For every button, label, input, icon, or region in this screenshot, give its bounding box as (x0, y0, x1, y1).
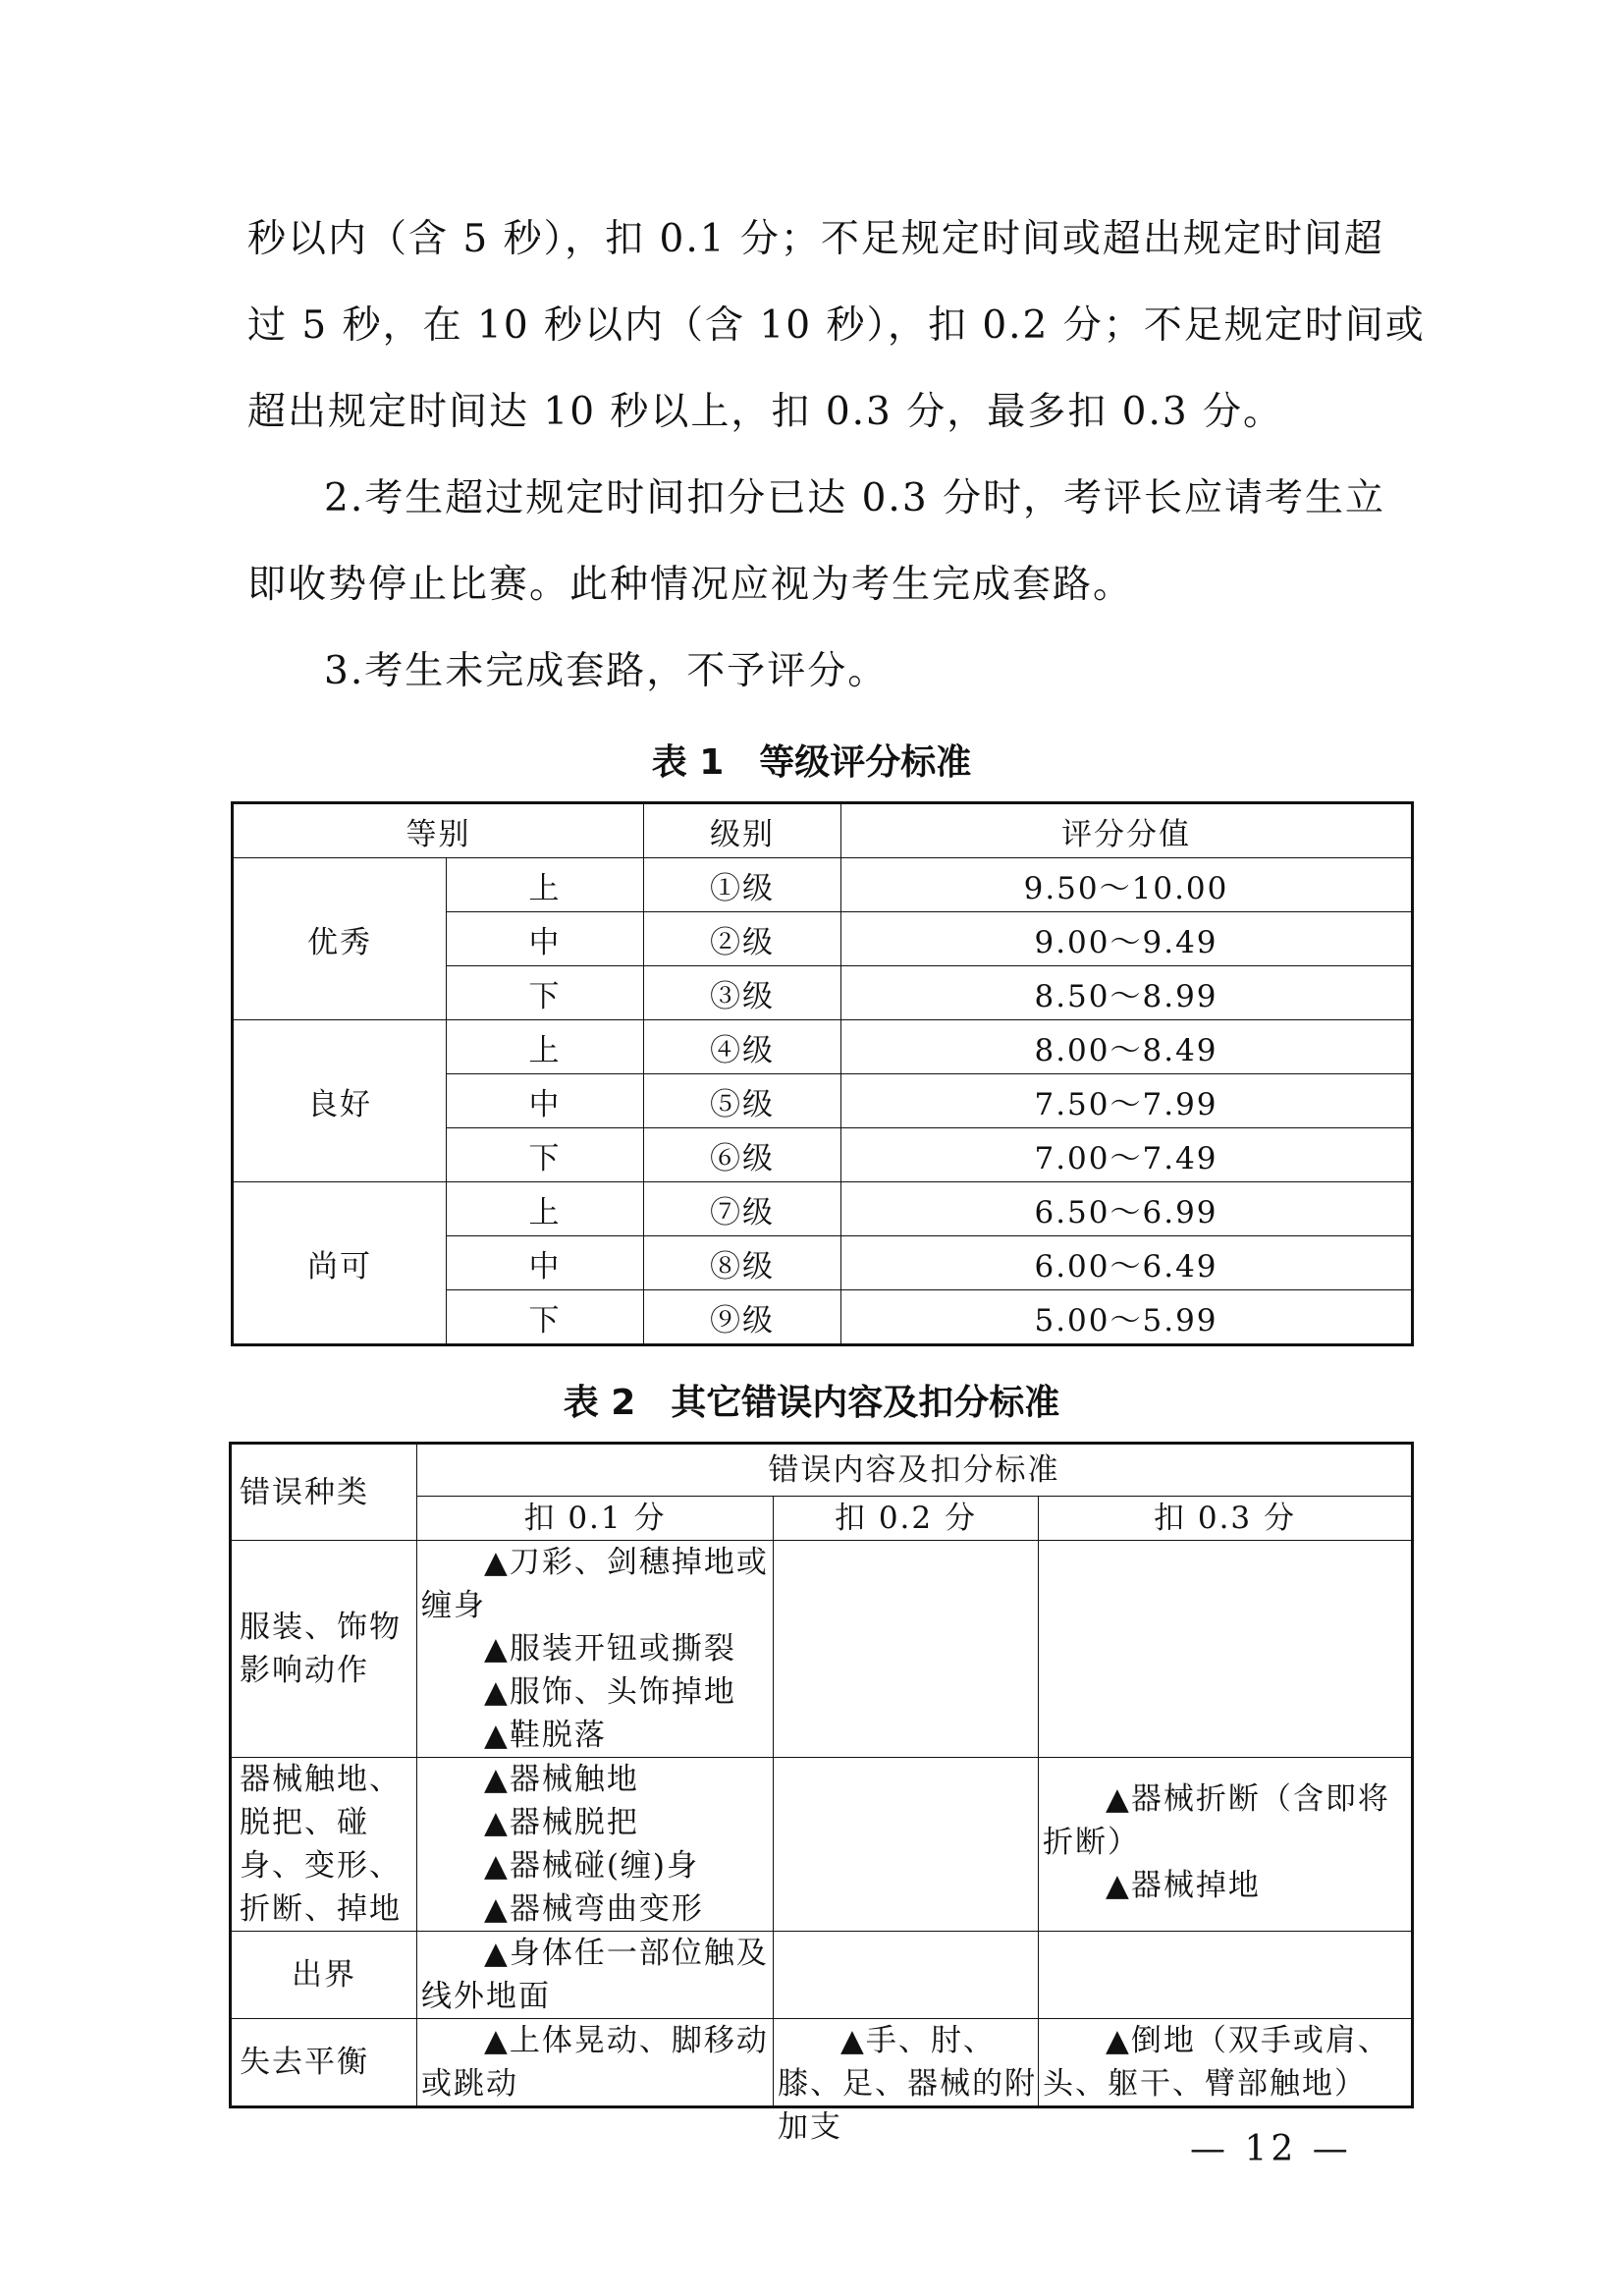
deduction-item: ▲器械脱把 (484, 1805, 639, 1840)
text-line: 秒以内（含 5 秒），扣 0.1 分；不足规定时间或超出规定时间超 (247, 217, 1384, 261)
sub-grade: 中 (447, 1236, 644, 1290)
deduction-item: ▲服装开钮或撕裂 (484, 1631, 736, 1667)
error-type-cell: 器械触地、脱把、碰身、变形、折断、掉地 (231, 1758, 417, 1932)
grade-name: 优秀 (233, 858, 447, 1020)
deduction-0-1-cell (417, 1541, 774, 1758)
deduction-item: ▲手、肘、膝、足、器械的附加支 (778, 2023, 1037, 2145)
sub-grade: 上 (447, 858, 644, 912)
deduction-0-2-cell (774, 2019, 1039, 2145)
page-number: — 12 — (1190, 2129, 1352, 2169)
deduction-item: ▲上体晃动、脚移动或跳动 (421, 2023, 769, 2102)
deduction-0-2-cell (774, 1932, 1039, 2019)
deduction-item: ▲器械掉地 (1106, 1868, 1261, 1903)
header-deduction-standard: 错误内容及扣分标准 (417, 1444, 1413, 1497)
header-grade: 等别 (233, 803, 644, 858)
grade-name: 良好 (233, 1020, 447, 1182)
table1-caption: 表 1 等级评分标准 (651, 742, 972, 783)
error-type-cell: 失去平衡 (231, 2019, 417, 2107)
deduction-item: ▲器械折断（含即将折断） (1043, 1781, 1390, 1860)
error-deduction-table (229, 1442, 1414, 2145)
grade-scoring-table (231, 801, 1414, 1346)
deduction-0-3-cell (1039, 2019, 1413, 2107)
deduction-0-3-cell (1039, 1932, 1413, 2019)
deduction-0-2-cell (774, 1541, 1039, 1758)
text-line: 3.考生未完成套路，不予评分。 (324, 649, 889, 693)
text-line: 2.考生超过规定时间扣分已达 0.3 分时，考评长应请考生立 (324, 476, 1386, 520)
deduction-0-1-cell (417, 1932, 774, 2019)
paragraph-rule-2 (247, 456, 1386, 629)
level: ⑦级 (644, 1182, 841, 1236)
level: ⑤级 (644, 1074, 841, 1128)
deduction-item: ▲身体任一部位触及线外地面 (421, 1936, 769, 2014)
header-deduct-0-3: 扣 0.3 分 (1039, 1497, 1413, 1541)
sub-grade: 上 (447, 1182, 644, 1236)
sub-grade: 下 (447, 1128, 644, 1182)
deduction-item: ▲器械触地 (484, 1762, 639, 1797)
error-type-cell: 服装、饰物影响动作 (231, 1541, 417, 1758)
deduction-item: ▲服饰、头饰掉地 (484, 1674, 736, 1710)
header-deduct-0-1: 扣 0.1 分 (417, 1497, 774, 1541)
text-line: 即收势停止比赛。此种情况应视为考生完成套路。 (247, 563, 1134, 607)
score-range: 7.00～7.49 (841, 1128, 1413, 1182)
score-range: 7.50～7.99 (841, 1074, 1413, 1128)
level: ②级 (644, 912, 841, 966)
level: ⑧级 (644, 1236, 841, 1290)
header-score: 评分分值 (841, 803, 1413, 858)
deduction-item: ▲倒地（双手或肩、头、躯干、臂部触地） (1043, 2023, 1390, 2102)
table2-caption: 表 2 其它错误内容及扣分标准 (563, 1383, 1060, 1423)
deduction-0-3-cell (1039, 1758, 1413, 1932)
deduction-0-1-cell (417, 2019, 774, 2107)
deduction-0-2-cell (774, 1758, 1039, 1932)
deduction-item: ▲鞋脱落 (484, 1718, 607, 1753)
sub-grade: 上 (447, 1020, 644, 1074)
score-range: 9.00～9.49 (841, 912, 1413, 966)
level: ⑥级 (644, 1128, 841, 1182)
score-range: 8.50～8.99 (841, 966, 1413, 1020)
level: ③级 (644, 966, 841, 1020)
paragraph-rule-3 (247, 629, 1386, 715)
level: ④级 (644, 1020, 841, 1074)
sub-grade: 中 (447, 1074, 644, 1128)
deduction-0-1-cell (417, 1758, 774, 1932)
error-type-cell: 出界 (231, 1932, 417, 2019)
score-range: 5.00～5.99 (841, 1290, 1413, 1345)
score-range: 6.50～6.99 (841, 1182, 1413, 1236)
text-line: 过 5 秒，在 10 秒以内（含 10 秒），扣 0.2 分；不足规定时间或 (247, 303, 1426, 348)
header-deduct-0-2: 扣 0.2 分 (774, 1497, 1039, 1541)
sub-grade: 中 (447, 912, 644, 966)
deduction-item: ▲刀彩、剑穗掉地或缠身 (421, 1545, 769, 1623)
text-line: 超出规定时间达 10 秒以上，扣 0.3 分，最多扣 0.3 分。 (247, 390, 1284, 434)
grade-name: 尚可 (233, 1182, 447, 1345)
deduction-item: ▲器械弯曲变形 (484, 1891, 704, 1927)
sub-grade: 下 (447, 966, 644, 1020)
level: ⑨级 (644, 1290, 841, 1345)
deduction-0-3-cell (1039, 1541, 1413, 1758)
sub-grade: 下 (447, 1290, 644, 1345)
score-range: 9.50～10.00 (841, 858, 1413, 912)
score-range: 6.00～6.49 (841, 1236, 1413, 1290)
header-level: 级别 (644, 803, 841, 858)
deduction-item: ▲器械碰(缠)身 (484, 1848, 700, 1884)
header-error-type: 错误种类 (231, 1444, 417, 1541)
paragraph-time-penalty (247, 196, 1426, 456)
level: ①级 (644, 858, 841, 912)
score-range: 8.00～8.49 (841, 1020, 1413, 1074)
